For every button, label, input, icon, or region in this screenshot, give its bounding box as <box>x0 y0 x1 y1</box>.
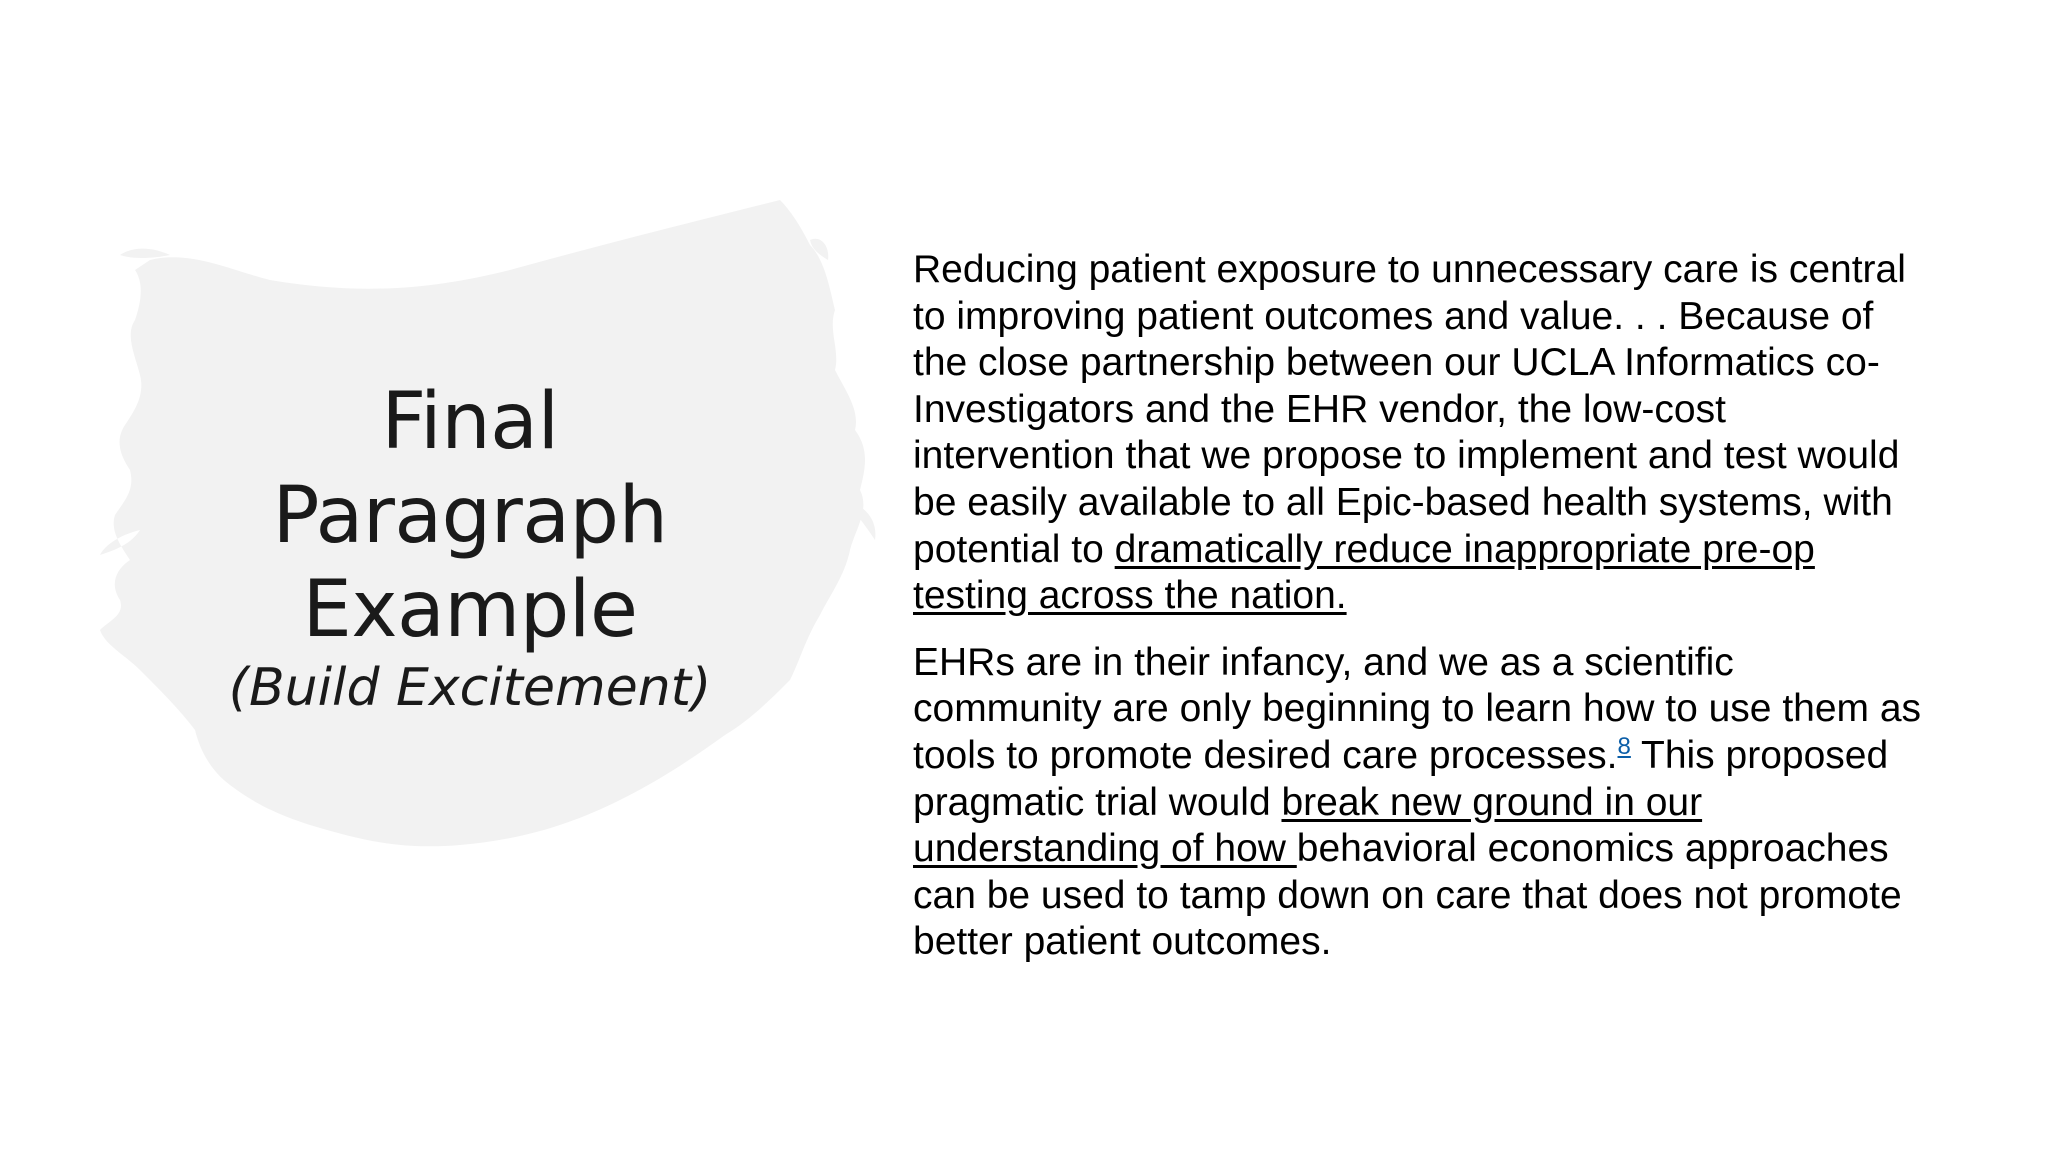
paragraph-2-text-b: This proposed pragmatic trial would <box>913 733 1889 824</box>
paragraph-1-underlined: dramatically reduce inappropriate pre-op testing across the nation. <box>913 527 1815 618</box>
paragraph-2 <box>913 640 1923 966</box>
reference-link[interactable]: 8 <box>1617 732 1631 760</box>
paragraph-2-text-a: EHRs are in their infancy, and we as a scientific community are only beginning to learn how to use them as tools to promote desired care processes. <box>913 640 1922 777</box>
paragraph-1-text: Reducing patient exposure to unnecessary care is central to improving patient outcomes and value. . . Because of the close partnership between our UCLA Informatics co-Investigators and the EHR vendor, the low-cost intervention that we propose to implement and test would be easily available to all Epic-based health systems, with potential to <box>913 248 1906 571</box>
body-text <box>913 247 1923 986</box>
paragraph-1 <box>913 247 1923 620</box>
title-line-1: Final <box>381 377 559 467</box>
title-line-3: Example <box>302 565 638 655</box>
slide-title <box>190 375 750 725</box>
slide-subtitle: (Build Excitement) <box>228 658 712 718</box>
paragraph-2-underlined: break new ground in our understanding of how <box>913 780 1703 871</box>
title-line-2: Paragraph <box>272 471 668 561</box>
paragraph-2-text-c: behavioral economics approaches can be used to tamp down on care that does not promote better patient outcomes. <box>913 827 1902 964</box>
